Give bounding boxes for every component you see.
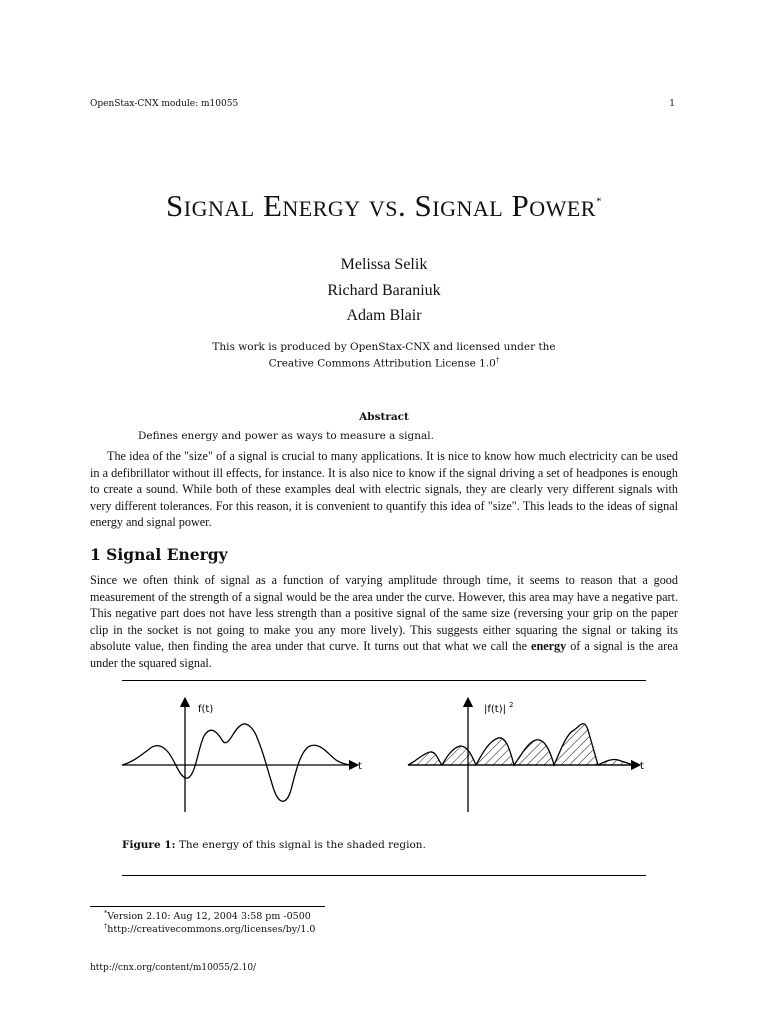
caption-text: The energy of this signal is the shaded region. (178, 839, 426, 851)
running-header-left: OpenStax-CNX module: m10055 (90, 99, 239, 109)
footnote-version-text: Version 2.10: Aug 12, 2004 3:58 pm -0500 (107, 911, 311, 923)
license-footnote-mark: † (495, 356, 500, 364)
figure-bottom-rule (122, 875, 646, 876)
left-x-label: t (358, 761, 362, 772)
footnote-version-mark: * (104, 909, 108, 917)
left-plot (122, 702, 362, 812)
right-energy-shaded-region (408, 724, 634, 765)
author-1: Melissa Selik (340, 256, 428, 273)
license-line-2-text: Creative Commons Attribution License 1.0 (268, 357, 496, 370)
right-y-label: |f(t)| (484, 704, 506, 715)
title-text: Signal Energy vs. Signal Power (166, 188, 596, 223)
footnote-version (104, 909, 311, 922)
caption-label: Figure 1: (122, 839, 176, 851)
title-footnote-mark: * (595, 195, 602, 208)
right-x-label: t (640, 761, 644, 772)
body-text-before: Since we often think of signal as a function of varying amplitude through time, it seems to reason that a good measurement of the strength of a signal would be the area under the curve. However, this area may have a negative part. This negative part does not have less strength than a positive signal of the same size (reversing your grip on the paper clip in the socket is not going to make you any more lively). This suggests either squaring the signal or taking its absolute value, then finding the area under that curve. It turns out that what we call the (90, 573, 678, 653)
left-signal-curve (122, 724, 354, 801)
body-paragraph (90, 572, 678, 671)
footnote-license-url: http://creativecommons.org/licenses/by/1.0 (107, 924, 316, 936)
right-y-label-exponent: 2 (509, 701, 514, 709)
abstract-heading: Abstract (359, 411, 409, 423)
page-number: 1 (669, 99, 675, 109)
figure-1 (118, 690, 650, 820)
author-2: Richard Baraniuk (327, 282, 441, 299)
section-heading: 1 Signal Energy (90, 545, 228, 564)
abstract-text: Defines energy and power as ways to measure a signal. (138, 430, 434, 442)
footnote-license (104, 922, 315, 935)
right-plot (408, 701, 644, 812)
footnote-rule (90, 906, 325, 907)
author-3: Adam Blair (346, 307, 422, 324)
license-line-1: This work is produced by OpenStax-CNX and licensed under the (212, 341, 556, 353)
license-line-2 (0, 356, 768, 370)
body-text-after: of a signal is the area under the squared signal. (90, 639, 679, 670)
page-title (0, 188, 768, 224)
figure-top-rule (122, 680, 646, 681)
intro-paragraph: The idea of the "size" of a signal is crucial to many applications. It is nice to know how much electricity can be used in a defibrillator without ill effects, for instance. It is also nice to know if the signal driving a set of headpones is enough to create a sound. While both of these examples deal with electric signals, they are clearly very different signals with very different tolerances. For this reason, it is convenient to quantify this idea of "size". This leads to the ideas of signal energy and signal power. (90, 449, 678, 529)
left-y-label: f(t) (198, 704, 214, 715)
footer-url: http://cnx.org/content/m10055/2.10/ (90, 963, 257, 973)
footnote-license-mark: † (104, 922, 108, 930)
energy-term: energy (531, 639, 567, 653)
figure-caption (122, 839, 426, 851)
